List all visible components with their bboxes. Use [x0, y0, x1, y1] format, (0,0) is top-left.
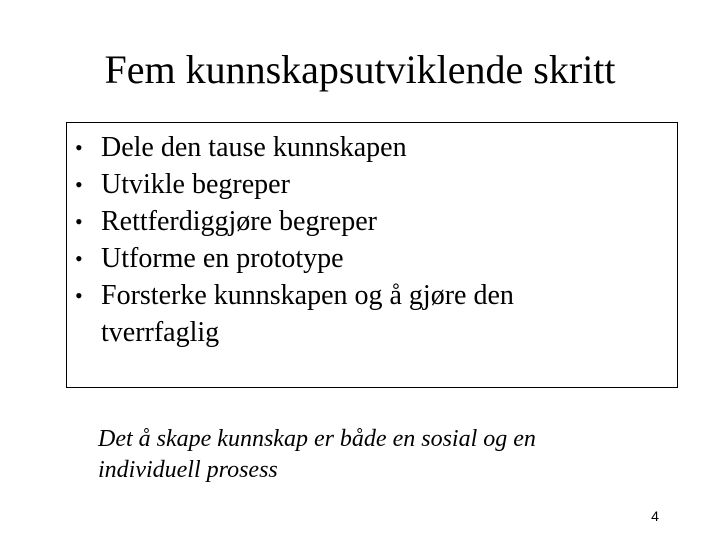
list-item — [67, 166, 677, 203]
list-item — [67, 203, 677, 240]
bullet-text: Utforme en prototype — [101, 243, 344, 274]
bullet-text: Forsterke kunnskapen og å gjøre den tverrfaglig — [101, 280, 514, 348]
bullet-list-box — [66, 122, 678, 388]
slide-title: Fem kunnskapsutviklende skritt — [104, 47, 616, 92]
bullet-icon: • — [75, 209, 83, 234]
bullet-icon: • — [75, 283, 83, 308]
bullet-text: Utvikle begreper — [101, 169, 290, 200]
bullet-text: Rettferdiggjøre begreper — [101, 206, 377, 237]
bullet-icon: • — [75, 135, 83, 160]
slide-page-number: 4 — [651, 508, 659, 524]
bullet-icon: • — [75, 172, 83, 197]
bullet-text: Dele den tause kunnskapen — [101, 132, 407, 163]
slide-caption: Det å skape kunnskap er både en sosial og en individuell prosess — [98, 426, 536, 483]
list-item — [67, 129, 677, 166]
list-item — [67, 277, 677, 351]
bullet-list — [67, 129, 677, 351]
list-item — [67, 240, 677, 277]
bullet-icon: • — [75, 246, 83, 271]
